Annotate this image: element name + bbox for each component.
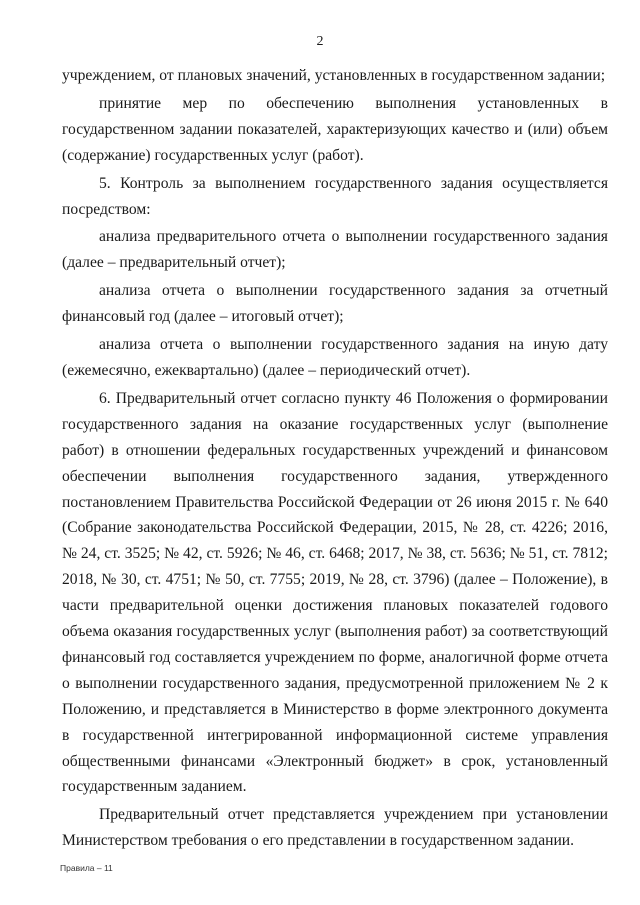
page-number: 2 <box>316 34 324 49</box>
paragraph-preliminary-report: анализа предварительного отчета о выполнении государственного задания (далее – предварительный отчет); <box>62 228 608 272</box>
paragraph-submission: Предварительный отчет представляется учреждением при установлении Министерством требования о его представлении в государственном задании. <box>62 806 608 850</box>
footer-mark: Правила – 11 <box>60 863 113 873</box>
paragraph-final-report: анализа отчета о выполнении государственного задания за отчетный финансовый год (далее – итоговый отчет); <box>62 282 608 326</box>
paragraph-continuation: учреждением, от плановых значений, установленных в государственном задании; <box>62 67 606 84</box>
paragraph-periodic-report: анализа отчета о выполнении государственного задания на иную дату (ежемесячно, ежеквартально) (далее – периодический отчет). <box>62 336 608 379</box>
paragraph-item-6: 6. Предварительный отчет согласно пункту 46 Положения о формировании государственного задания на оказание государственных услуг (выполнение работ) в отношении федеральных государственных учреждений и финансовом обеспечении выполнения государственного задания, утвержденного постановлением Правительства Российской Федерации от 26 июня 2015 г. № 640 (Собрание законодательства Российской Федерации, 2015, № 28, ст. 4226; 2016, № 24, ст. 3525; № 42, ст. 5926; № 46, ст. 6468; 2017, № 38, ст. 5636; № 51, ст. 7812; 2018, № 30, ст. 4751; № 50, ст. 7755; 2019, № 28, ст. 3796) (далее – Положение), в части предварительной оценки достижения плановых показателей годового объема оказания государственных услуг (выполнения работ) за соответствующий финансовый год составляется учреждением по форме, аналогичной форме отчета о выполнении государственного задания, предусмотренной приложением № 2 к Положению, и представляется в Министерство в форме электронного документа в государственной интегрированной информационной системе управления общественными финансами «Электронный бюджет» в срок, установленный государственным заданием. <box>62 389 608 796</box>
paragraph-item-5: 5. Контроль за выполнением государственного задания осуществляется посредством: <box>62 174 608 218</box>
document-body <box>62 63 608 856</box>
paragraph-measures: принятие мер по обеспечению выполнения установленных в государственном задании показателей, характеризующих качество и (или) объем (содержание) государственных услуг (работ). <box>62 94 608 164</box>
